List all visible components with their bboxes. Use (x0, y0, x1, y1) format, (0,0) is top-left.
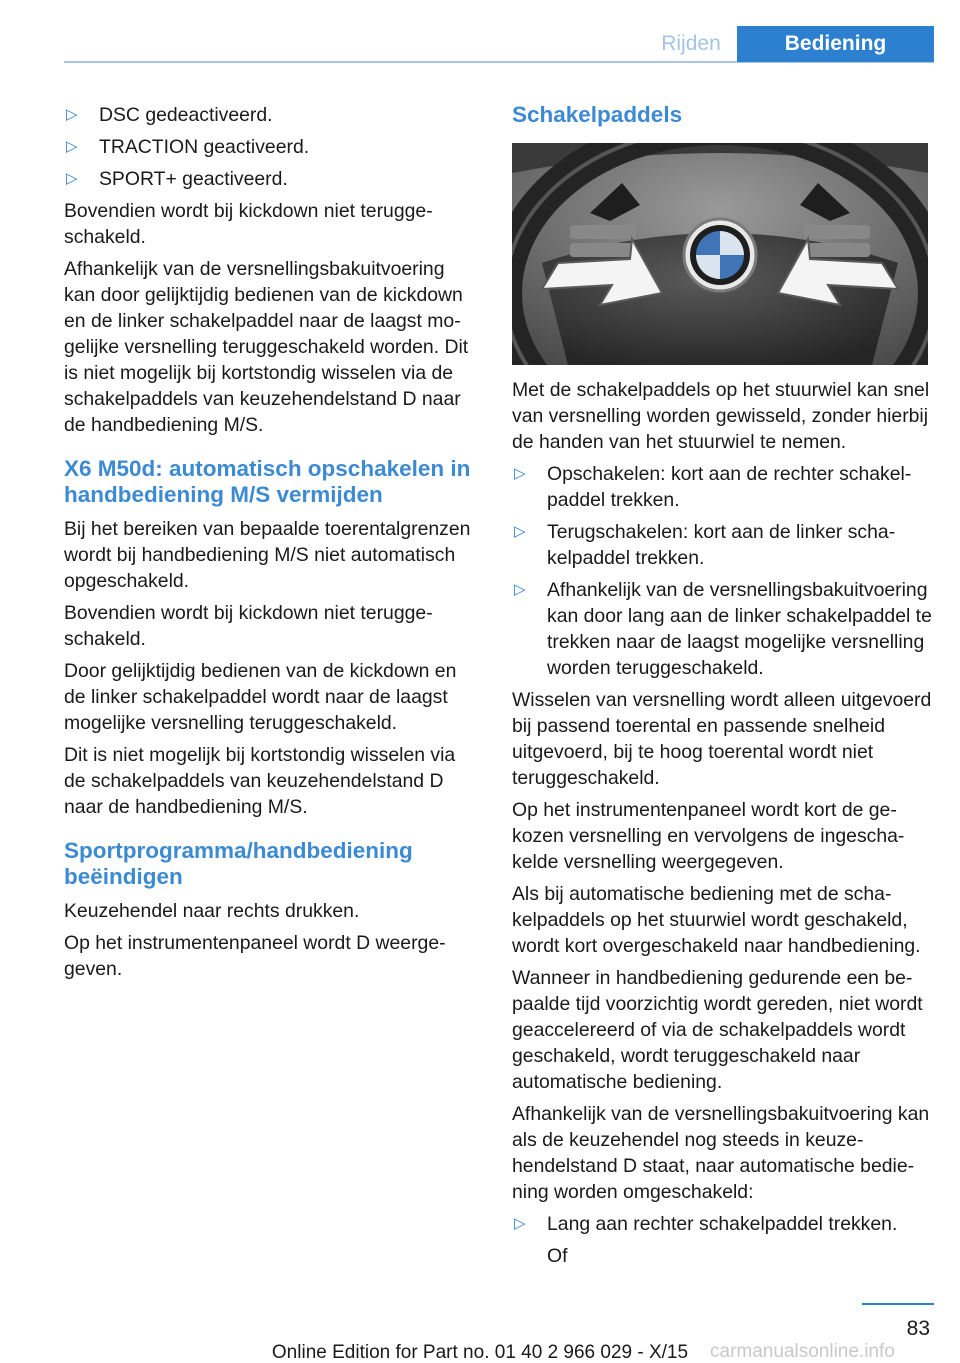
right-column (512, 102, 932, 1269)
list-item (512, 519, 932, 571)
paragraph: Afhankelijk van de versnellingsbakuitvoering kan als de keuzehendel nog steeds in keuzehendelstand D staat, naar automatische bediening worden omgeschakeld: (512, 1103, 930, 1203)
bullet-triangle-icon: ▷ (66, 106, 78, 123)
list-item-text: Afhankelijk van de versnellingsbakuitvoering kan door lang aan de linker schakelpaddel te trekken naar de laagst mogelijke versnelling worden teruggeschakeld. (547, 579, 932, 679)
paragraph: Op het instrumentenpaneel wordt D weergegeven. (64, 932, 446, 980)
paragraph: Dit is niet mogelijk bij kortstondig wisselen via de schakelpaddels van keuzehendelstand D naar de handbediening M/S. (64, 744, 456, 818)
bullet-triangle-icon: ▷ (514, 1215, 526, 1232)
list-item-text: Opschakelen: kort aan de rechter schakelpaddel trekken. (547, 463, 912, 511)
paragraph: Bovendien wordt bij kickdown niet teruggeschakeld. (64, 200, 433, 248)
section-heading: Sportprogramma/handbediening beëindigen (64, 838, 413, 889)
list-item-text: Lang aan rechter schakelpaddel trekken. (547, 1213, 898, 1235)
edition-text: Online Edition for Part no. 01 40 2 966 029 - X/15 (271, 1342, 689, 1363)
paragraph: Bovendien wordt bij kickdown niet teruggeschakeld. (64, 602, 433, 650)
bullet-triangle-icon: ▷ (514, 465, 526, 482)
footer-rule (862, 1303, 934, 1305)
list-item (64, 102, 480, 128)
bullet-triangle-icon: ▷ (66, 138, 78, 155)
list-item-continuation: Of (547, 1245, 568, 1267)
list-item-text: Terugschakelen: kort aan de linker schakelpaddel trekken. (547, 521, 896, 569)
list-item (64, 134, 480, 160)
section-heading: Schakelpaddels (512, 102, 683, 127)
tab-rijden[interactable]: Rijden (661, 31, 721, 55)
list-item-text: SPORT+ geactiveerd. (99, 168, 288, 190)
paragraph: Met de schakelpaddels op het stuurwiel kan snel van versnelling worden gewisseld, zonder hierbij de handen van het stuurwiel te nemen. (512, 379, 930, 453)
paragraph: Bij het bereiken van bepaalde toerentalgrenzen wordt bij handbediening M/S niet automatisch opgeschakeld. (64, 518, 471, 592)
list-item (512, 577, 932, 681)
paragraph: Keuzehendel naar rechts drukken. (64, 900, 360, 922)
bullet-triangle-icon: ▷ (514, 523, 526, 540)
tab-bediening[interactable]: Bediening (737, 26, 934, 62)
list-item-text: TRACTION geactiveerd. (99, 136, 310, 158)
steering-wheel-illustration (512, 143, 928, 365)
steering-wheel-paddles-image (512, 143, 928, 365)
left-column (64, 102, 480, 988)
list-item (64, 166, 480, 192)
paragraph: Door gelijktijdig bedienen van de kickdown en de linker schakelpaddel wordt naar de laagst mogelijke versnelling teruggeschakeld. (64, 660, 457, 734)
section-heading: X6 M50d: automatisch opschakelen in handbediening M/S vermijden (64, 456, 471, 507)
paragraph: Afhankelijk van de versnellingsbakuitvoering kan door gelijktijdig bedienen van de kickdown en de linker schakelpaddel naar de laagst mogelijke versnelling teruggeschakeld worden. Dit is niet mogelijk bij kortstondig wisselen via de schakelpaddels van keuzehendelstand D naar de handbediening M/S. (64, 258, 469, 436)
list-item (512, 1211, 932, 1237)
paragraph: Als bij automatische bediening met de schakelpaddels op het stuurwiel wordt geschakeld, wordt kort overgeschakeld naar handbediening. (512, 883, 921, 957)
list-item-text: DSC gedeactiveerd. (99, 104, 273, 126)
paragraph: Wisselen van versnelling wordt alleen uitgevoerd bij passend toerental en passende snelheid uitgevoerd, bij te hoog toerental wordt niet teruggeschakeld. (512, 689, 932, 789)
list-item (512, 461, 932, 513)
watermark: carmanualsonline.info (710, 1341, 895, 1362)
bullet-triangle-icon: ▷ (514, 581, 526, 598)
paragraph: Wanneer in handbediening gedurende een bepaalde tijd voorzichtig wordt gereden, niet wordt geaccelereerd of via de schakelpaddels wordt geschakeld, wordt teruggeschakeld naar automatische bediening. (512, 967, 923, 1093)
bullet-triangle-icon: ▷ (66, 170, 78, 187)
page-number: 83 (906, 1317, 930, 1340)
paragraph: Op het instrumentenpaneel wordt kort de gekozen versnelling en vervolgens de ingeschakelde versnelling weergegeven. (512, 799, 905, 873)
